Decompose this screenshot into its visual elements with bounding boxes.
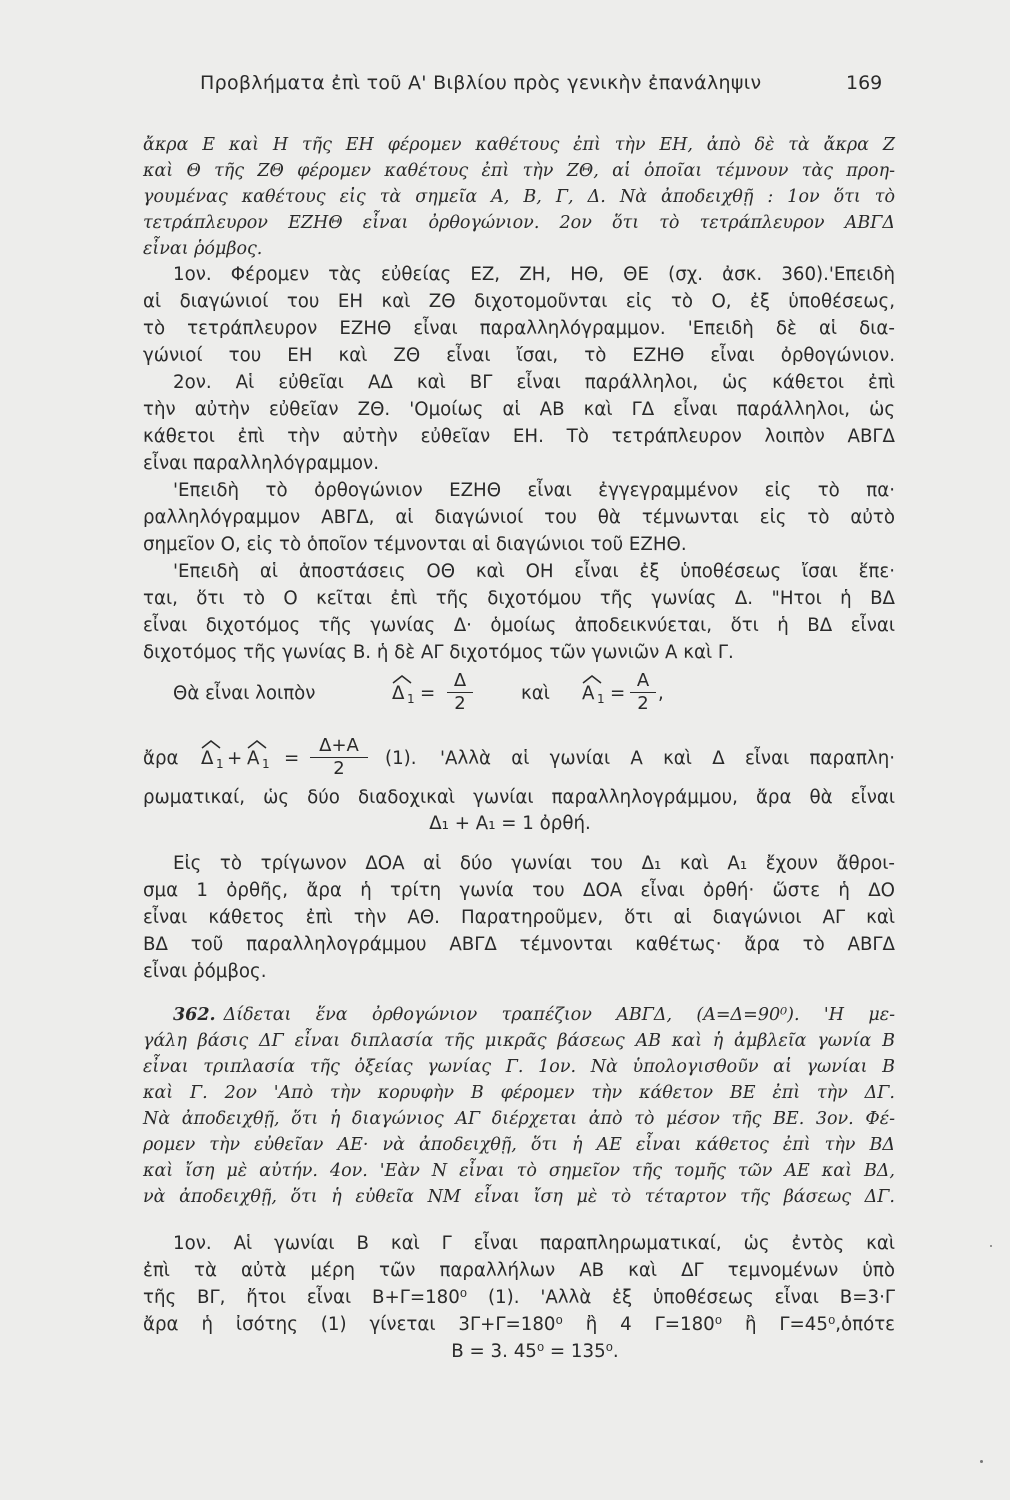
solution-line: τῆς ΒΓ, ἤτοι εἶναι Β+Γ=180⁰ (1). 'Αλλὰ ἐξ ὑποθέσεως εἶναι Β=3·Γ [143, 1287, 895, 1308]
eq2-after-text: 'Αλλὰ αἱ γωνίαι Α καὶ Δ εἶναι παραπλη· [440, 748, 895, 769]
eq2-lead: ἄρα [143, 748, 179, 769]
solution-line: 'Επειδὴ αἱ ἀποστάσεις ΟΘ καὶ ΟΗ εἶναι ἐξ ὑποθέσεως ἴσαι ἕπε· [173, 561, 895, 582]
solution-line: γώνιοί του ΕΗ καὶ ΖΘ εἶναι ἴσαι, τὸ ΕΖΗΘ εἶναι ὀρθογώνιον. [143, 345, 895, 366]
eq1-sub: 1 [597, 692, 605, 706]
fraction-numerator: Δ+Α [319, 735, 359, 756]
eq2-plus: + [227, 748, 243, 769]
solution-line: τὸ τετράπλευρον ΕΖΗΘ εἶναι παραλληλόγραμμον. 'Επειδὴ δὲ αἱ δια- [143, 318, 895, 339]
eq2-sub: 1 [262, 757, 270, 771]
solution-line: σημεῖον Ο, εἰς τὸ ὁποῖον τέμνονται αἱ διαγώνιοι τοῦ ΕΖΗΘ. [143, 534, 687, 555]
solution-line: τὴν αὐτὴν εὐθεῖαν ΖΘ. 'Ομοίως αἱ ΑΒ καὶ ΓΔ εἶναι παράλληλοι, ὡς [143, 399, 895, 420]
eq1-angle-d: Δ [392, 683, 405, 704]
solution-line: εἶναι παραλληλόγραμμον. [143, 453, 379, 474]
solution-line: ΒΔ τοῦ παραλληλογράμμου ΑΒΓΔ τέμνονται καθέτως· ἄρα τὸ ΑΒΓΔ [143, 934, 895, 955]
solution-line: εἶναι κάθετος ἐπὶ τὴν ΑΘ. Παρατηροῦμεν, ὅτι αἱ διαγώνιοι ΑΓ καὶ [143, 907, 895, 928]
fraction-a-over-2 [630, 670, 656, 714]
problem-text-line: γουμένας καθέτους εἰς τὰ σημεῖα Α, Β, Γ, Δ. Νὰ ἀποδειχθῇ : 1ον ὅτι τὸ [143, 187, 895, 207]
problem-362-header [173, 1003, 895, 1027]
solution-line: ἄρα ἡ ἰσότης (1) γίνεται 3Γ+Γ=180⁰ ἢ 4 Γ=180⁰ ἢ Γ=45⁰,ὁπότε [143, 1314, 895, 1335]
eq1-conj: καὶ [521, 683, 550, 704]
problem-text-line: εἶναι ῥόμβος. [143, 239, 263, 259]
fraction-denominator: 2 [637, 693, 649, 714]
solution-line: κάθετοι ἐπὶ τὴν αὐτὴν εὐθεῖαν ΕΗ. Τὸ τετράπλευρον λοιπὸν ΑΒΓΔ [143, 426, 895, 447]
page-number: 169 [846, 72, 883, 94]
eq1-angle-a: Α [582, 683, 595, 704]
eq1-equals: = [610, 683, 626, 704]
problem-text-line: γάλη βάσις ΔΓ εἶναι διπλασία τῆς μικρᾶς βάσεως ΑΒ καὶ ἡ ἀμβλεῖα γωνία Β [143, 1031, 895, 1051]
eq2-equals: = [284, 748, 300, 769]
running-header: Προβλήματα ἐπὶ τοῦ Α' Βιβλίου πρὸς γενικὴν ἐπανάληψιν [200, 72, 762, 94]
eq2-sub: 1 [216, 757, 224, 771]
scan-speck [980, 1460, 983, 1463]
eq2-angle-a: Α [247, 748, 260, 769]
fraction-denominator: 2 [333, 758, 345, 779]
solution-line: ρωματικαί, ὡς δύο διαδοχικαὶ γωνίαι παραλληλογράμμου, ἄρα θὰ εἶναι [143, 787, 895, 808]
problem-text-line: καὶ Γ. 2ον 'Απὸ τὴν κορυφὴν Β φέρομεν τὴν κάθετον ΒΕ ἐπὶ τὴν ΔΓ. [143, 1083, 895, 1103]
solution-line: εἶναι ῥόμβος. [143, 961, 267, 982]
solution-line: ἐπὶ τὰ αὐτὰ μέρη τῶν παραλλήλων ΑΒ καὶ ΔΓ τεμνομένων ὑπὸ [143, 1260, 895, 1281]
solution-line: 1ον. Αἱ γωνίαι Β καὶ Γ εἶναι παραπληρωματικαί, ὡς ἐντὸς καὶ [173, 1233, 895, 1254]
fraction-d-over-2 [447, 670, 473, 714]
problem-text-line: Δίδεται ἕνα ὀρθογώνιον τραπέζιον ΑΒΓΔ, (Α=Δ=90⁰). 'Η με- [223, 1005, 895, 1025]
problem-text-line: Νὰ ἀποδειχθῇ, ὅτι ἡ διαγώνιος ΑΓ διέρχεται ἀπὸ τὸ μέσον τῆς ΒΕ. 3ον. Φέ- [143, 1109, 895, 1129]
solution-line: εἶναι διχοτόμος τῆς γωνίας Δ· ὁμοίως ἀποδεικνύεται, ὅτι ἡ ΒΔ εἶναι [143, 615, 895, 636]
solution-line: αἱ διαγώνιοί του ΕΗ καὶ ΖΘ διχοτομοῦνται εἰς τὸ Ο, ἐξ ὑποθέσεως, [143, 291, 895, 312]
solution-line: 2ον. Αἱ εὐθεῖαι ΑΔ καὶ ΒΓ εἶναι παράλληλοι, ὡς κάθετοι ἐπὶ [173, 372, 895, 393]
fraction-denominator: 2 [454, 693, 466, 714]
problem-text-line: καὶ Θ τῆς ΖΘ φέρομεν καθέτους ἐπὶ τὴν ΖΘ, αἱ ὁποῖαι τέμνουν τὰς προη- [143, 161, 895, 181]
solution-line: 'Επειδὴ τὸ ὀρθογώνιον ΕΖΗΘ εἶναι ἐγγεγραμμένον εἰς τὸ πα· [173, 480, 895, 501]
problem-text-line: ρομεν τὴν εὐθεῖαν ΑΕ· νὰ ἀποδειχθῇ, ὅτι ἡ ΑΕ εἶναι κάθετος ἐπὶ τὴν ΒΔ [143, 1135, 895, 1155]
solution-line: διχοτόμος τῆς γωνίας Β. ἡ δὲ ΑΓ διχοτόμος τῶν γωνιῶν Α καὶ Γ. [143, 642, 734, 663]
solution-line: Εἰς τὸ τρίγωνον ΔΟΑ αἱ δύο γωνίαι του Δ₁ καὶ Α₁ ἔχουν ἄθροι- [173, 853, 895, 874]
centered-equation: Δ₁ + Α₁ = 1 ὀρθή. [429, 813, 591, 834]
eq1-lead: Θὰ εἶναι λοιπὸν [173, 683, 316, 704]
problem-text-line: εἶναι τριπλασία τῆς ὀξείας γωνίας Γ. 1ον. Νὰ ὑπολογισθοῦν αἱ γωνίαι Β [143, 1057, 895, 1077]
fraction-numerator: Δ [453, 670, 467, 691]
problem-number: 362. [173, 1005, 216, 1025]
centered-equation: Β = 3. 45⁰ = 135⁰. [451, 1341, 619, 1362]
problem-text-line: ἄκρα Ε καὶ Η τῆς ΕΗ φέρομεν καθέτους ἐπὶ τὴν ΕΗ, ἀπὸ δὲ τὰ ἄκρα Ζ [143, 135, 895, 155]
solution-line: ραλληλόγραμμον ΑΒΓΔ, αἱ διαγώνιοί του θὰ τέμνωνται εἰς τὸ αὐτὸ [143, 507, 895, 528]
solution-line: ται, ὅτι τὸ Ο κεῖται ἐπὶ τῆς διχοτόμου τῆς γωνίας Δ. "Ητοι ἡ ΒΔ [143, 588, 895, 609]
fraction-sum-over-2 [310, 735, 368, 779]
scan-speck [990, 1245, 992, 1247]
eq1-comma: , [658, 683, 664, 704]
eq1-sub: 1 [407, 692, 415, 706]
solution-line: 1ον. Φέρομεν τὰς εὐθείας ΕΖ, ΖΗ, ΗΘ, ΘΕ (σχ. ἀσκ. 360).'Επειδὴ [173, 264, 895, 285]
problem-text-line: καὶ ἴση μὲ αὐτήν. 4ον. 'Εὰν Ν εἶναι τὸ σημεῖον τῆς τομῆς τῶν ΑΕ καὶ ΒΔ, [143, 1161, 895, 1181]
fraction-numerator: Α [636, 670, 650, 691]
problem-text-line: τετράπλευρον ΕΖΗΘ εἶναι ὀρθογώνιον. 2ον ὅτι τὸ τετράπλευρον ΑΒΓΔ [143, 213, 895, 233]
eq1-equals: = [420, 683, 436, 704]
problem-text-line: νὰ ἀποδειχθῇ, ὅτι ἡ εὐθεῖα ΝΜ εἶναι ἴση μὲ τὸ τέταρτον τῆς βάσεως ΔΓ. [143, 1187, 895, 1207]
solution-line: σμα 1 ὀρθῆς, ἄρα ἡ τρίτη γωνία του ΔΟΑ εἶναι ὀρθή· ὥστε ἡ ΔΟ [143, 880, 895, 901]
eq2-tag: (1). [385, 748, 417, 769]
eq2-angle-d: Δ [201, 748, 214, 769]
